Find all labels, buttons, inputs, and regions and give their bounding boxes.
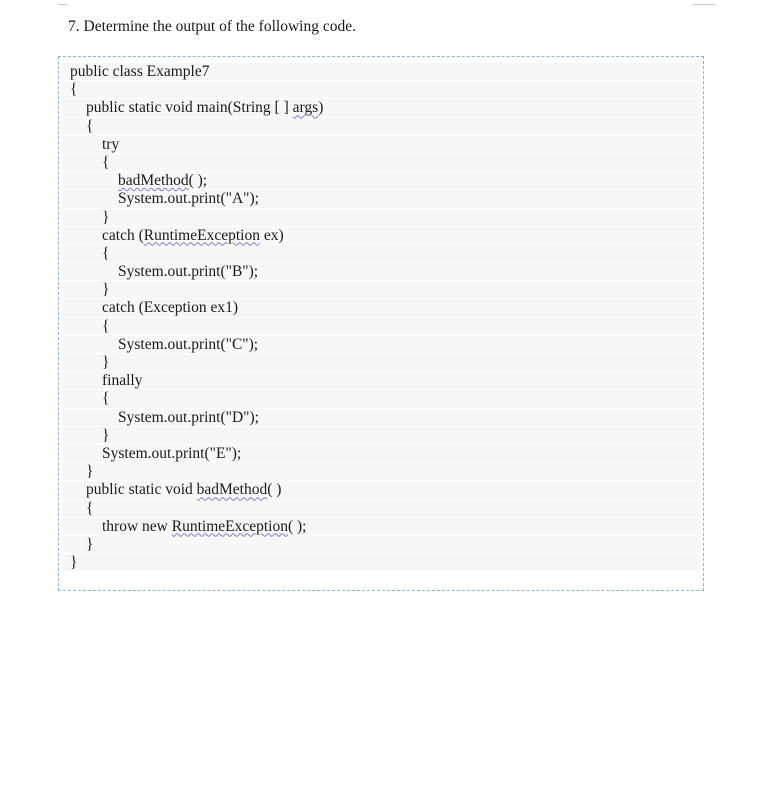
code-line xyxy=(62,154,700,172)
code-token: finally xyxy=(102,372,143,390)
code-line xyxy=(62,263,700,281)
code-token: public static void xyxy=(86,481,197,499)
code-token: System.out.print("E"); xyxy=(102,444,242,462)
code-line xyxy=(62,318,700,336)
code-line xyxy=(62,518,700,536)
spellcheck-flagged-token: badMethod xyxy=(118,172,189,190)
code-token: ( ); xyxy=(188,172,208,190)
code-token: { xyxy=(86,499,94,517)
code-line xyxy=(62,427,700,445)
spellcheck-flagged-token: args xyxy=(292,99,319,117)
code-token: { xyxy=(102,390,110,408)
code-line xyxy=(62,445,700,463)
code-line xyxy=(62,409,700,427)
code-token: ( ) xyxy=(267,481,282,499)
code-line xyxy=(62,81,700,99)
code-lines xyxy=(62,63,700,572)
code-token: } xyxy=(102,208,110,226)
code-token: System.out.print("B"); xyxy=(118,263,259,281)
code-token: catch ( xyxy=(102,226,144,244)
code-line xyxy=(62,336,700,354)
code-line xyxy=(62,63,700,81)
code-token: } xyxy=(102,354,110,371)
code-token: try xyxy=(102,135,120,153)
code-token: ( ); xyxy=(287,517,307,535)
code-line xyxy=(62,136,700,154)
page-corner-marker-right xyxy=(692,0,716,5)
code-line xyxy=(62,500,700,518)
code-token: public class Example7 xyxy=(70,63,210,80)
code-line xyxy=(62,227,700,245)
spellcheck-flagged-token: RuntimeException xyxy=(143,226,260,244)
code-line xyxy=(62,209,700,227)
code-token: } xyxy=(70,554,78,572)
code-token: System.out.print("D"); xyxy=(118,408,259,426)
code-token: } xyxy=(102,281,110,299)
code-line xyxy=(62,299,700,317)
code-block xyxy=(58,56,704,591)
code-token: { xyxy=(102,153,110,171)
code-token: } xyxy=(86,535,94,553)
code-token: { xyxy=(102,317,110,335)
code-line xyxy=(62,245,700,263)
code-token: catch (Exception ex1) xyxy=(102,299,238,317)
code-line xyxy=(62,99,700,117)
code-token: } xyxy=(86,463,94,481)
code-line xyxy=(62,536,700,554)
code-token: System.out.print("A"); xyxy=(118,190,259,208)
code-line xyxy=(62,172,700,190)
code-token: public static void main(String [ ] xyxy=(86,99,293,117)
code-token: { xyxy=(70,81,78,99)
code-token: ex) xyxy=(259,226,284,244)
code-line xyxy=(62,372,700,390)
code-line xyxy=(62,190,700,208)
code-line xyxy=(62,354,700,372)
code-line xyxy=(62,463,700,481)
page-corner-marker-left xyxy=(58,0,68,5)
code-token: { xyxy=(102,244,110,262)
code-line xyxy=(62,481,700,499)
code-token: } xyxy=(102,426,110,444)
spellcheck-flagged-token: RuntimeException xyxy=(171,517,288,535)
code-token: System.out.print("C"); xyxy=(118,335,259,353)
code-token: ) xyxy=(318,99,324,117)
code-token: { xyxy=(86,117,94,135)
code-line xyxy=(62,118,700,136)
code-line xyxy=(62,281,700,299)
code-line xyxy=(62,390,700,408)
code-token: throw new xyxy=(102,517,172,535)
code-line xyxy=(62,554,700,572)
question-text: 7. Determine the output of the following code. xyxy=(68,18,356,35)
spellcheck-flagged-token: badMethod xyxy=(196,481,268,499)
